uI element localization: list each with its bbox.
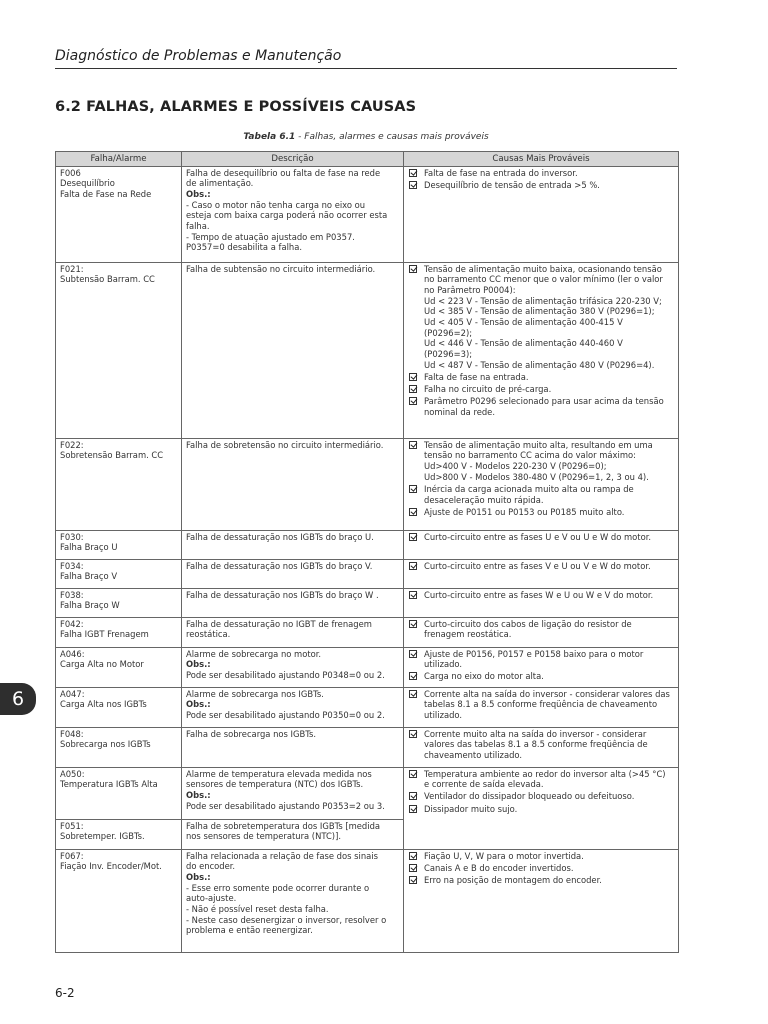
cause-text [424,180,674,191]
obs-label: Obs.: [186,789,211,800]
cause-text [424,729,674,761]
cause-item [408,875,674,886]
cause-item [408,372,674,383]
description-line: - Tempo de atuação ajustado em P0357. [186,231,355,242]
cause-line: utilizado. [424,659,463,670]
description-line: nos sensores de temperatura (NTC)]. [186,831,342,842]
cause-line: tensão no barramento CC acima do valor máximo: [424,450,636,461]
description-line: P0357=0 desabilita a falha. [186,242,303,253]
table-caption [55,132,677,142]
chapter-number: 6 [11,688,25,710]
causes-cell [404,850,679,953]
checked-box-icon [409,876,417,884]
cause-item [408,851,674,862]
chapter-tab [0,683,36,715]
description-line: Falha de dessaturação no IGBT de frenagem [186,618,372,629]
obs-label: Obs.: [186,699,211,710]
faults-table [55,151,679,953]
cause-line: Falha no circuito de pré-carga. [424,384,552,395]
cause-line: Ud < 446 V - Tensão de alimentação 440-460 V [424,338,623,349]
cause-line: Canais A e B do encoder invertidos. [424,862,574,873]
cause-line: nominal da rede. [424,407,495,418]
checked-box-icon [409,690,417,698]
cause-text [424,649,674,670]
cause-line: Corrente alta na saída do inversor - considerar valores das [424,688,670,699]
cause-item [408,440,674,483]
cause-item [408,561,674,572]
table-row [56,850,679,953]
cause-line: Corrente muito alta na saída do inversor - considerar [424,728,647,739]
causes-cell [404,439,679,531]
description-line: Alarme de sobrecarga no motor. [186,648,322,659]
description-cell [182,850,404,953]
description-line: Pode ser desabilitado ajustando P0350=0 ou 2. [186,709,385,720]
cause-item [408,649,674,670]
fault-code-cell [56,263,182,439]
table-row [56,648,679,688]
table-header-row [56,152,679,167]
description-line: Falha de sobretemperatura dos IGBTs [medida [186,820,381,831]
fault-code: A050: [60,768,85,779]
fault-code-cell [56,820,182,850]
causes-cell [404,648,679,688]
description-line: de alimentação. [186,178,254,189]
fault-code-cell [56,439,182,531]
fault-code-cell [56,850,182,953]
fault-code: F051: [60,820,84,831]
table-body [56,167,679,953]
cause-line: Fiação U, V, W para o motor invertida. [424,850,584,861]
cause-line: frenagem reostática. [424,629,512,640]
fault-code: F030: [60,531,84,542]
checked-box-icon [409,620,417,628]
checked-box-icon [409,591,417,599]
fault-code: F022: [60,439,84,450]
fault-code-cell [56,648,182,688]
checked-box-icon [409,730,417,738]
obs-label: Obs.: [186,188,211,199]
checked-box-icon [409,181,417,189]
checked-box-icon [409,562,417,570]
cause-text [424,396,674,417]
cause-item [408,532,674,543]
description-line: falha. [186,221,210,232]
cause-line: valores das tabelas 8.1 a 8.5 conforme freqüência de [424,739,648,750]
fault-code: F048: [60,728,84,739]
cause-line: Ajuste de P0156, P0157 e P0158 baixo para o motor [424,648,644,659]
description-line: - Não é possível reset desta falha. [186,904,329,915]
causes-cell [404,560,679,589]
cause-item [408,769,674,790]
cause-line: Dissipador muito sujo. [424,803,518,814]
cause-line: Inércia da carga acionada muito alta ou rampa de [424,483,634,494]
cause-text [424,532,674,543]
cause-item [408,729,674,761]
fault-name: Falta de Fase na Rede [60,188,152,199]
checked-box-icon [409,770,417,778]
fault-name: Carga Alta nos IGBTs [60,699,147,710]
causes-cell [404,618,679,648]
fault-name: Sobrecarga nos IGBTs [60,739,151,750]
fault-name: Sobretensão Barram. CC [60,450,164,461]
cause-text [424,875,674,886]
fault-name: Falha Braço W [60,600,120,611]
cause-text [424,791,674,802]
cause-line: Tensão de alimentação muito alta, resultando em uma [424,439,653,450]
description-line: sensores de temperatura (NTC) dos IGBTs. [186,779,364,790]
cause-item [408,384,674,395]
fault-code-cell [56,768,182,820]
table-row [56,167,679,263]
table-row [56,560,679,589]
cause-line: Ud < 405 V - Tensão de alimentação 400-415 V [424,317,623,328]
description-line: Pode ser desabilitado ajustando P0348=0 ou 2. [186,669,385,680]
cause-text [424,804,674,815]
description-line: Falha de dessaturação nos IGBTs do braço W . [186,589,379,600]
fault-code-cell [56,688,182,728]
description-cell [182,728,404,768]
cause-item [408,396,674,417]
fault-code: F021: [60,263,84,274]
fault-code-cell [56,589,182,618]
caption-text: - Falhas, alarmes e causas mais prováveis [295,132,489,142]
cause-text [424,671,674,682]
description-cell [182,439,404,531]
description-line: esteja com baixa carga poderá não ocorrer esta [186,210,388,221]
fault-name: Carga Alta no Motor [60,659,144,670]
fault-code: F034: [60,560,84,571]
cause-item [408,484,674,505]
checked-box-icon [409,650,417,658]
causes-cell [404,531,679,560]
section-title: 6.2 FALHAS, ALARMES E POSSÍVEIS CAUSAS [55,99,417,115]
fault-code: F038: [60,589,84,600]
column-header-causes: Causas Mais Prováveis [404,152,679,167]
description-line: Falha de dessaturação nos IGBTs do braço V. [186,560,373,571]
cause-text [424,851,674,862]
cause-line: Ud>400 V - Modelos 220-230 V (P0296=0); [424,460,607,471]
fault-code: A047: [60,688,85,699]
description-line: Falha de dessaturação nos IGBTs do braço U. [186,531,374,542]
cause-line: Curto-circuito entre as fases V e U ou V e W do motor. [424,560,651,571]
cause-text [424,863,674,874]
description-line: - Esse erro somente pode ocorrer durante o [186,882,370,893]
table-row [56,439,679,531]
description-line: Falha de desequilíbrio ou falta de fase na rede [186,167,381,178]
fault-name: Subtensão Barram. CC [60,274,155,285]
causes-cell [404,728,679,768]
cause-text [424,168,674,179]
cause-line: Erro na posição de montagem do encoder. [424,874,602,885]
cause-text [424,372,674,383]
description-line: Falha de sobretensão no circuito intermediário. [186,439,384,450]
table-row [56,688,679,728]
fault-name: Temperatura IGBTs Alta [60,779,158,790]
checked-box-icon [409,373,417,381]
cause-text [424,484,674,505]
fault-code: A046: [60,648,85,659]
cause-item [408,689,674,721]
cause-line: desaceleração muito rápida. [424,494,544,505]
checked-box-icon [409,792,417,800]
checked-box-icon [409,397,417,405]
column-header-fault: Falha/Alarme [56,152,182,167]
cause-text [424,384,674,395]
cause-line: Carga no eixo do motor alta. [424,671,544,682]
checked-box-icon [409,864,417,872]
page-number: 6-2 [55,986,75,1000]
description-cell [182,648,404,688]
description-line: Alarme de temperatura elevada medida nos [186,768,372,779]
cause-line: chaveamento utilizado. [424,749,523,760]
description-cell [182,618,404,648]
obs-label: Obs.: [186,659,211,670]
description-line: Falha relacionada a relação de fase dos sinais [186,850,378,861]
cause-item [408,863,674,874]
cause-line: Falta de fase na entrada do inversor. [424,167,578,178]
description-line: - Neste caso desenergizar o inversor, resolver o [186,914,387,925]
cause-line: Parâmetro P0296 selecionado para usar acima da tensão [424,396,664,407]
checked-box-icon [409,852,417,860]
cause-line: Curto-circuito dos cabos de ligação do resistor de [424,618,632,629]
cause-line: Ud>800 V - Modelos 380-480 V (P0296=1, 2, 3 ou 4). [424,471,649,482]
description-cell [182,768,404,820]
table-row [56,531,679,560]
description-line: do encoder. [186,861,236,872]
description-line: Pode ser desabilitado ajustando P0353=2 ou 3. [186,800,385,811]
cause-item [408,804,674,815]
cause-item [408,264,674,371]
fault-code: F006 [60,167,81,178]
description-cell [182,531,404,560]
cause-line: no Parâmetro P0004): [424,284,516,295]
causes-cell [404,589,679,618]
description-cell [182,560,404,589]
description-line: Falha de sobrecarga nos IGBTs. [186,728,317,739]
table-row [56,618,679,648]
description-line: problema e então reenergizar. [186,925,313,936]
checked-box-icon [409,385,417,393]
cause-line: Ud < 385 V - Tensão de alimentação 380 V (P0296=1); [424,306,655,317]
description-line: Alarme de sobrecarga nos IGBTs. [186,688,324,699]
description-cell [182,688,404,728]
caption-label: Tabela 6.1 [243,132,296,142]
cause-text [424,561,674,572]
table-row [56,589,679,618]
cause-line: no barramento CC menor que o valor mínimo (ler o valor [424,274,663,285]
cause-item [408,671,674,682]
cause-text [424,440,674,483]
table-row [56,728,679,768]
fault-name: Sobretemper. IGBTs. [60,831,145,842]
running-header: Diagnóstico de Problemas e Manutenção [55,48,342,64]
fault-code-cell [56,531,182,560]
causes-cell [404,768,679,850]
fault-code: F042: [60,618,84,629]
cause-text [424,769,674,790]
cause-line: utilizado. [424,709,463,720]
cause-item [408,507,674,518]
description-cell [182,263,404,439]
cause-line: Curto-circuito entre as fases U e V ou U e W do motor. [424,531,652,542]
cause-line: tabelas 8.1 a 8.5 conforme freqüência de chaveamento [424,699,658,710]
description-cell [182,167,404,263]
checked-box-icon [409,672,417,680]
description-line: Falha de subtensão no circuito intermediário. [186,263,376,274]
cause-item [408,168,674,179]
cause-line: Curto-circuito entre as fases W e U ou W e V do motor. [424,589,654,600]
fault-code-cell [56,560,182,589]
checked-box-icon [409,441,417,449]
cause-text [424,619,674,640]
cause-line: Falta de fase na entrada. [424,372,529,383]
cause-text [424,590,674,601]
causes-cell [404,263,679,439]
checked-box-icon [409,265,417,273]
checked-box-icon [409,169,417,177]
fault-name: Falha Braço V [60,571,118,582]
table-row [56,263,679,439]
description-line: - Caso o motor não tenha carga no eixo ou [186,199,366,210]
fault-code-cell [56,618,182,648]
fault-code-cell [56,728,182,768]
cause-line: Ajuste de P0151 ou P0153 ou P0185 muito alto. [424,506,625,517]
description-cell [182,589,404,618]
description-line: auto-ajuste. [186,893,237,904]
cause-line: Ventilador do dissipador bloqueado ou defeituoso. [424,791,635,802]
fault-code-cell [56,167,182,263]
cause-text [424,507,674,518]
fault-name: Falha IGBT Frenagem [60,629,149,640]
cause-line: Temperatura ambiente ao redor do inversor alta (>45 °C) [424,768,666,779]
fault-name: Falha Braço U [60,542,118,553]
description-cell [182,820,404,850]
cause-item [408,590,674,601]
fault-code: F067: [60,850,84,861]
causes-cell [404,688,679,728]
checked-box-icon [409,805,417,813]
cause-line: (P0296=3); [424,349,473,360]
fault-name: Desequilíbrio [60,178,115,189]
column-header-description: Descrição [182,152,404,167]
cause-line: Ud < 223 V - Tensão de alimentação trifásica 220-230 V; [424,295,662,306]
cause-text [424,264,674,371]
causes-cell [404,167,679,263]
cause-line: e corrente de saída elevada. [424,779,544,790]
cause-line: Ud < 487 V - Tensão de alimentação 480 V (P0296=4). [424,359,655,370]
checked-box-icon [409,485,417,493]
checked-box-icon [409,508,417,516]
fault-name: Fiação Inv. Encoder/Mot. [60,861,162,872]
cause-item [408,619,674,640]
cause-text [424,689,674,721]
cause-line: (P0296=2); [424,327,473,338]
cause-line: Desequilíbrio de tensão de entrada >5 %. [424,179,600,190]
cause-item [408,791,674,802]
cause-line: Tensão de alimentação muito baixa, ocasionando tensão [424,263,662,274]
cause-item [408,180,674,191]
table-row [56,768,679,820]
header-rule [55,68,677,69]
description-line: reostática. [186,629,231,640]
obs-label: Obs.: [186,871,211,882]
checked-box-icon [409,533,417,541]
